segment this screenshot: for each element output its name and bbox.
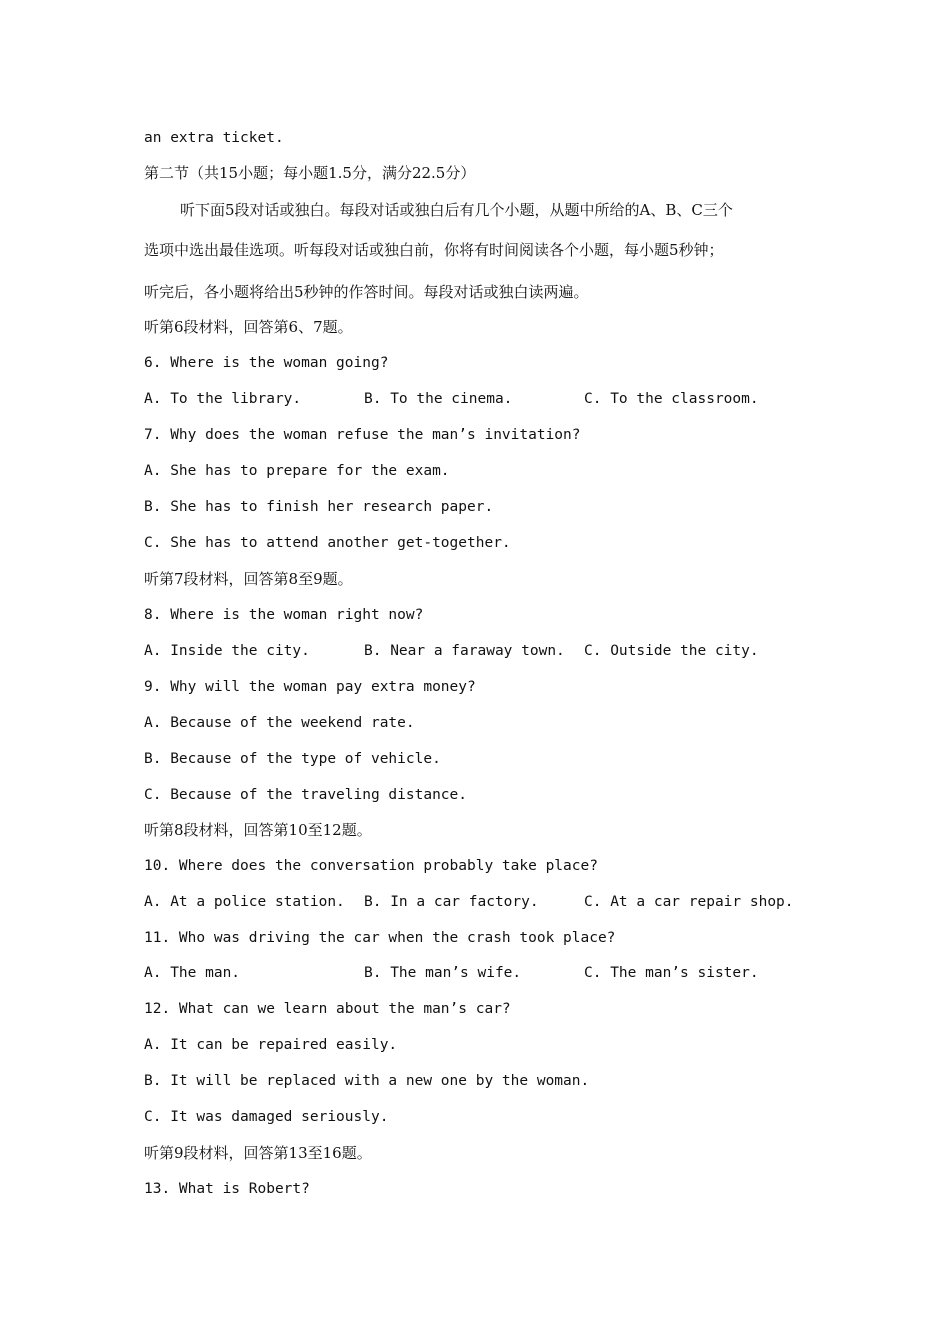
answer-option: B. The man’s wife. [364, 965, 522, 981]
answer-option: B. To the cinema. [364, 391, 513, 407]
question-text: A. She has to prepare for the exam. [144, 463, 450, 479]
answer-option: C. At a car repair shop. [584, 894, 794, 910]
question-text: C. It was damaged seriously. [144, 1109, 389, 1125]
answer-option: B. In a car factory. [364, 894, 539, 910]
section-text: 第二节（共15小题；每小题1.5分，满分22.5分） [144, 164, 476, 182]
answer-option: A. At a police station. [144, 894, 345, 910]
answer-option: A. To the library. [144, 391, 302, 407]
question-text: 9. Why will the woman pay extra money? [144, 679, 476, 695]
answer-option: C. To the classroom. [584, 391, 759, 407]
question-text: B. It will be replaced with a new one by the woman. [144, 1073, 590, 1089]
question-text: 7. Why does the woman refuse the man’s invitation? [144, 427, 581, 443]
question-text: an extra ticket. [144, 130, 284, 146]
section-text: 听第7段材料，回答第8至9题。 [144, 570, 353, 588]
answer-option: C. Outside the city. [584, 643, 759, 659]
section-text: 听第6段材料，回答第6、7题。 [144, 318, 353, 336]
question-text: 11. Who was driving the car when the crash took place? [144, 930, 616, 946]
answer-option: C. The man’s sister. [584, 965, 759, 981]
question-text: 8. Where is the woman right now? [144, 607, 424, 623]
section-text: 听第8段材料，回答第10至12题。 [144, 821, 372, 839]
question-text: C. She has to attend another get-together. [144, 535, 511, 551]
section-text: 听下面5段对话或独白。每段对话或独白后有几个小题，从题中所给的A、B、C三个 [180, 201, 733, 219]
answer-option: A. Inside the city. [144, 643, 310, 659]
question-text: 10. Where does the conversation probably take place? [144, 858, 598, 874]
question-text: A. Because of the weekend rate. [144, 715, 415, 731]
section-text: 听第9段材料，回答第13至16题。 [144, 1144, 372, 1162]
section-text: 听完后，各小题将给出5秒钟的作答时间。每段对话或独白读两遍。 [144, 283, 589, 301]
question-text: 6. Where is the woman going? [144, 355, 389, 371]
question-text: 12. What can we learn about the man’s car? [144, 1001, 511, 1017]
question-text: B. Because of the type of vehicle. [144, 751, 441, 767]
section-text: 选项中选出最佳选项。听每段对话或独白前，你将有时间阅读各个小题，每小题5秒钟； [144, 241, 724, 259]
answer-option: A. The man. [144, 965, 241, 981]
question-text: 13. What is Robert? [144, 1181, 310, 1197]
answer-option: B. Near a faraway town. [364, 643, 565, 659]
question-text: C. Because of the traveling distance. [144, 787, 468, 803]
question-text: B. She has to finish her research paper. [144, 499, 494, 515]
question-text: A. It can be repaired easily. [144, 1037, 398, 1053]
